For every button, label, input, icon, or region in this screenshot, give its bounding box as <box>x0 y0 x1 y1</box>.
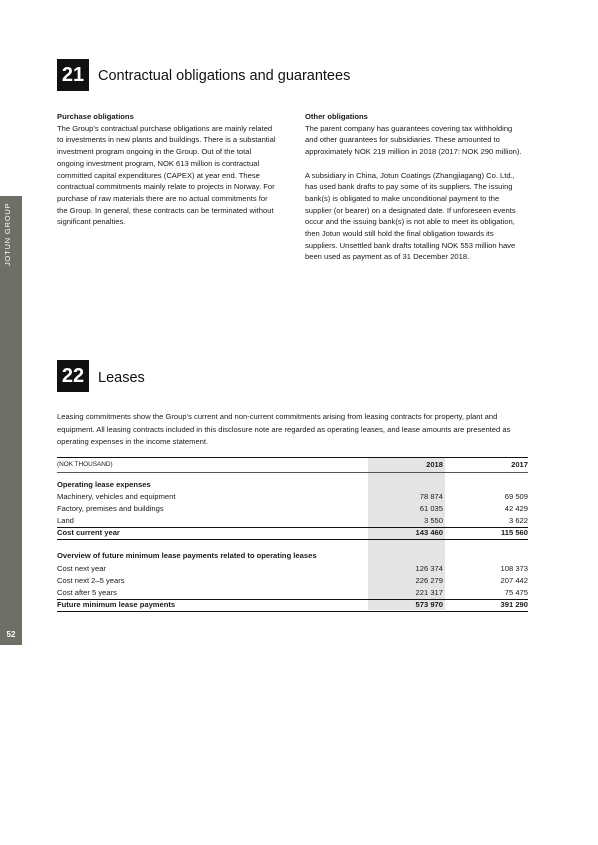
other-obligations-text-1: The parent company has guarantees covering tax withholding and other guarantees for subsidiaries. These amounted to approximately NOK 219 million in 2018 (2017: NOK 290 million). <box>305 123 522 157</box>
note-21-title: Contractual obligations and guarantees <box>98 68 351 84</box>
row-value-2017: 42 429 <box>504 504 528 513</box>
row-label: Cost next year <box>57 564 106 573</box>
table-header-rule <box>57 472 528 473</box>
unit-label: (NOK THOUSAND) <box>57 461 113 468</box>
total-label: Cost current year <box>57 528 120 537</box>
row-value-2018: 61 035 <box>419 504 443 513</box>
page-number: 52 <box>6 630 16 639</box>
table-row <box>57 563 528 575</box>
header-2018: 2018 <box>426 460 443 469</box>
total-underline <box>57 611 528 612</box>
other-obligations-column <box>305 111 525 263</box>
purchase-obligations-text: The Group’s contractual purchase obligations are mainly related to investments in new plants and buildings. There is a substantial investment program ongoing in the Group. Out of the total ongoing investment program, NOK 613 million is contractual committed capital expenditures (CAPEX) at year end. These contractual commitments mainly relate to projects in Norway. For purchase of raw materials there are no actual commitments for the Group. In general, these contracts can be terminated without significant penalties. <box>57 123 276 227</box>
row-label: Factory, premises and buildings <box>57 504 164 513</box>
row-value-2017: 207 442 <box>500 576 528 585</box>
sidebar-company-label: JOTUN GROUP <box>3 203 12 267</box>
total-underline <box>57 539 528 540</box>
total-row <box>57 527 528 539</box>
note-21-number: 21 <box>57 59 89 91</box>
row-value-2017: 69 509 <box>504 492 528 501</box>
note-22-number: 22 <box>57 360 89 392</box>
table-row <box>57 503 528 515</box>
row-value-2017: 108 373 <box>500 564 528 573</box>
row-value-2017: 75 475 <box>504 588 528 597</box>
leases-intro-text: Leasing commitments show the Group’s current and non-current commitments arising from leasing contracts for property, plant and equipment. All leasing contracts included in this disclosure note are regarded as operating leases, and lease amounts are presented as operating expenses in the income statement. <box>57 412 511 447</box>
total-value-2018: 143 460 <box>415 528 443 537</box>
total-value-2017: 391 290 <box>500 600 528 609</box>
table-header-row <box>57 459 528 471</box>
row-label: Machinery, vehicles and equipment <box>57 492 176 501</box>
total-label: Future minimum lease payments <box>57 600 176 609</box>
purchase-obligations-heading: Purchase obligations <box>57 112 134 121</box>
total-value-2017: 115 560 <box>500 528 528 537</box>
row-value-2018: 78 874 <box>419 492 443 501</box>
total-row <box>57 599 528 611</box>
row-value-2017: 3 622 <box>508 516 528 525</box>
section-heading-row <box>57 479 528 491</box>
purchase-obligations-column <box>57 111 279 228</box>
header-2017: 2017 <box>511 460 528 469</box>
row-value-2018: 3 550 <box>423 516 443 525</box>
row-value-2018: 226 279 <box>415 576 443 585</box>
total-value-2018: 573 970 <box>415 600 443 609</box>
row-label: Cost after 5 years <box>57 588 117 597</box>
other-obligations-heading: Other obligations <box>305 112 368 121</box>
table-row <box>57 515 528 527</box>
row-value-2018: 221 317 <box>415 588 443 597</box>
table-top-rule <box>57 457 528 458</box>
other-obligations-text-2: A subsidiary in China, Jotun Coatings (Zhangjiagang) Co. Ltd., has used bank drafts to pay some of its suppliers. The issuing bank(s) is obligated to make unconditional payment to the supplier (or bearer) on a designated date. If unforeseen events occur and the issuing bank(s) is not able to meet its obligation, then Jotun would still hold the final obligation towards its suppliers. Unsettled bank drafts totalling NOK 553 million have been used as payment as of 31 December 2018. <box>305 170 516 262</box>
operating-lease-expenses-heading: Operating lease expenses <box>57 480 151 489</box>
table-row <box>57 587 528 599</box>
row-label: Cost next 2–5 years <box>57 576 125 585</box>
table-row <box>57 491 528 503</box>
row-value-2018: 126 374 <box>415 564 443 573</box>
section-heading-row <box>57 550 528 562</box>
note-22-title: Leases <box>98 370 145 386</box>
table-row <box>57 575 528 587</box>
row-label: Land <box>57 516 74 525</box>
future-payments-heading: Overview of future minimum lease payments related to operating leases <box>57 551 317 560</box>
